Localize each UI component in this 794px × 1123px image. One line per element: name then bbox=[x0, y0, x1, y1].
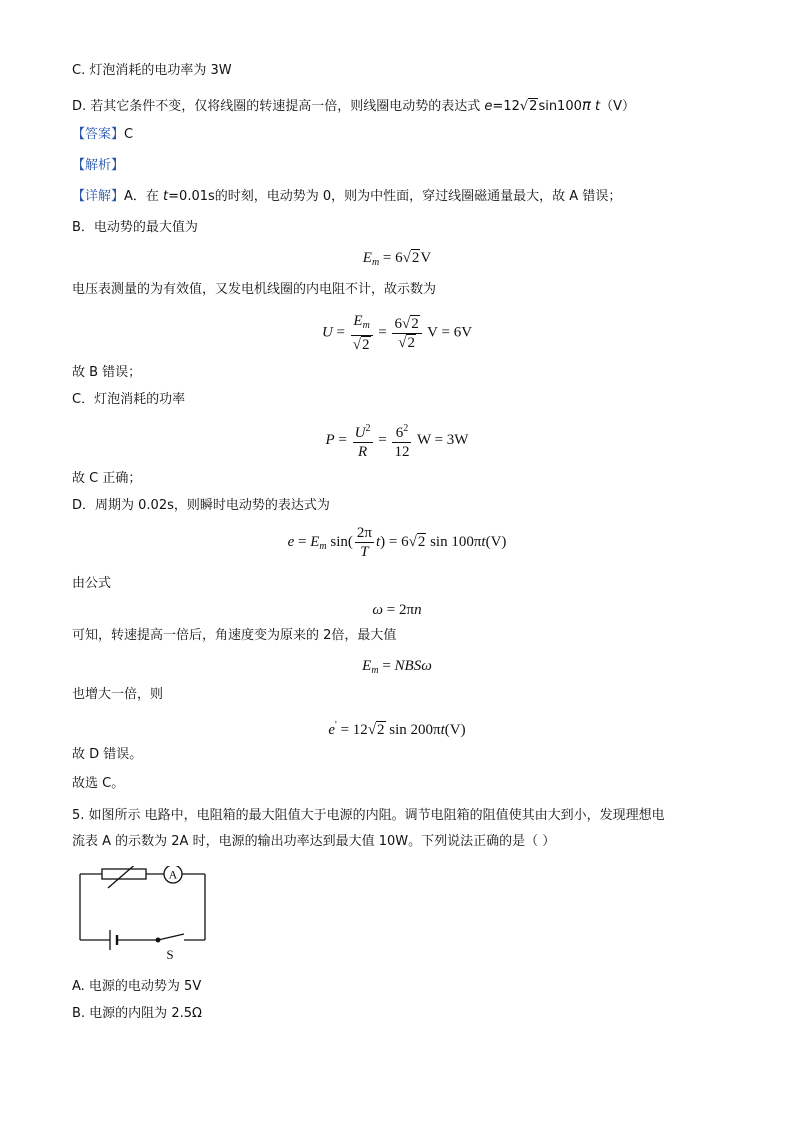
eq7-prime: ' bbox=[335, 720, 337, 731]
q5-option-b: B. 电源的内阻为 2.5Ω bbox=[72, 1006, 202, 1021]
eq4-unit: (V) bbox=[485, 533, 507, 550]
eq3-den: R bbox=[358, 444, 368, 460]
eq3-num2: 6 bbox=[395, 425, 404, 441]
b-wrong: 故 B 错误； bbox=[72, 365, 142, 380]
q5-line-1: 5. 如图所示 电路中，电阻箱的最大阻值大于电源的内阻。调节电阻箱的阻值使其由大到小，发现理想电 bbox=[72, 808, 665, 823]
eq2-eq: = bbox=[332, 324, 349, 341]
answer-line bbox=[72, 126, 133, 144]
detail-a bbox=[72, 188, 621, 206]
eq4-den: T bbox=[360, 544, 369, 560]
option-d-root: 2 bbox=[529, 99, 538, 114]
d-formula-lead: 由公式 bbox=[72, 576, 112, 591]
eq3-num-sup: 2 bbox=[365, 423, 371, 434]
eq2-frac2 bbox=[392, 315, 421, 352]
eq2-num-e: E bbox=[353, 313, 363, 329]
eq1-root: 2 bbox=[411, 250, 420, 266]
eq2-num-sub: m bbox=[362, 320, 370, 331]
eq2-frac1 bbox=[351, 312, 373, 354]
eq4-root: 2 bbox=[417, 533, 426, 550]
d-text-2: 可知，转速提高一倍后，角速度变为原来的 2倍，最大值 bbox=[72, 628, 397, 643]
option-c: C. 灯泡消耗的电功率为 3W bbox=[72, 63, 232, 78]
eq7-root: 2 bbox=[377, 722, 385, 738]
eq4-e-sub: m bbox=[319, 540, 327, 552]
answer-tag: 【答案】 bbox=[72, 127, 125, 142]
eq3-eq2: = bbox=[374, 431, 391, 448]
eq3-frac1-num bbox=[353, 420, 373, 443]
eq4-eq: = bbox=[294, 533, 311, 550]
eq4-frac bbox=[355, 524, 374, 561]
eq2-frac2-num: 6√2 bbox=[392, 315, 421, 334]
option-d-sin: sin100 bbox=[538, 99, 582, 114]
detail-a-t: t bbox=[163, 189, 169, 204]
detail-a-text2: =0.01s的时刻，电动势为 0，则为中性面，穿过线圈磁通量最大，故 A 错误； bbox=[168, 189, 622, 204]
option-d-pi: π bbox=[581, 96, 591, 114]
switch-label: S bbox=[166, 947, 174, 962]
choose-c: 故选 C。 bbox=[72, 776, 125, 791]
detail-tag: 【详解】 bbox=[72, 189, 125, 204]
eq1-unit: V bbox=[420, 250, 432, 266]
eq4-lhs: e bbox=[287, 533, 295, 550]
eq4-close: ) = 6 bbox=[380, 533, 409, 550]
equation-p bbox=[0, 420, 794, 461]
equation-e bbox=[0, 524, 794, 561]
eq2-eq2: = bbox=[374, 324, 391, 341]
eq3-frac2-num bbox=[392, 420, 411, 443]
eq6-rhs: NBSω bbox=[394, 658, 432, 674]
eq4-e: E bbox=[310, 533, 320, 550]
eq2-lhs: U bbox=[321, 324, 333, 341]
analysis-tag: 【解析】 bbox=[72, 158, 125, 173]
eq3-num2-sup: 2 bbox=[403, 423, 409, 434]
eq3-frac2 bbox=[392, 420, 411, 461]
eq7-unit: (V) bbox=[444, 722, 466, 738]
eq1-sqrt: √2 bbox=[402, 250, 420, 266]
circuit-diagram bbox=[72, 866, 212, 962]
eq5-n: n bbox=[414, 602, 422, 618]
eq4-sin: sin( bbox=[326, 533, 353, 550]
eq3-unit: W = 3W bbox=[413, 431, 469, 448]
eq7-sqrt: √2 bbox=[367, 722, 385, 738]
eq4-rest: sin 100π bbox=[426, 533, 482, 550]
eq2-frac1-num bbox=[351, 312, 373, 336]
c-right: 故 C 正确； bbox=[72, 471, 142, 486]
eq2-unit: V = 6V bbox=[423, 324, 473, 341]
eq7-e: e bbox=[328, 722, 336, 738]
equation-omega bbox=[0, 600, 794, 620]
d-heading: D．周期为 0.02s，则瞬时电动势的表达式为 bbox=[72, 498, 330, 513]
eq7-eq: = 12 bbox=[336, 722, 368, 738]
eq7-t: t bbox=[440, 722, 445, 738]
eq6-e: E bbox=[362, 658, 372, 674]
eq1-lhs: E bbox=[362, 250, 372, 266]
eq6-eq: = bbox=[378, 658, 395, 674]
ammeter-label: A bbox=[168, 867, 178, 882]
switch-blade bbox=[158, 934, 184, 940]
eq2-den2-root: 2 bbox=[407, 334, 415, 351]
b-heading: B．电动势的最大值为 bbox=[72, 220, 198, 235]
eq2-num2-root: 2 bbox=[411, 315, 419, 332]
equation-u bbox=[0, 312, 794, 354]
eq2-den-root: 2 bbox=[362, 337, 370, 353]
q5-option-a: A. 电源的电动势为 5V bbox=[72, 979, 202, 994]
b-text: 电压表测量的为有效值，又发电机线圈的内电阻不计，故示数为 bbox=[72, 282, 437, 297]
eq4-sqrt: √2 bbox=[408, 533, 426, 550]
detail-a-text1: A．在 bbox=[124, 189, 164, 204]
d-wrong: 故 D 错误。 bbox=[72, 747, 143, 762]
d-text-3: 也增大一倍，则 bbox=[72, 687, 164, 702]
option-d-sqrt: √2 bbox=[519, 99, 538, 114]
eq1-eq: = 6 bbox=[379, 250, 403, 266]
option-d-coef: =12 bbox=[492, 99, 520, 114]
eq3-frac1 bbox=[353, 420, 373, 461]
option-d-e: e bbox=[484, 99, 493, 114]
eq3-num: U bbox=[354, 425, 366, 441]
option-d-text: D. 若其它条件不变，仅将线圈的转速提高一倍，则线圈电动势的表达式 bbox=[72, 99, 485, 114]
option-d-t: t bbox=[595, 99, 601, 114]
equation-em bbox=[0, 248, 794, 273]
q5-line-2: 流表 A 的示数为 2A 时，电源的输出功率达到最大值 10W。下列说法正确的是（ ） bbox=[72, 834, 556, 849]
eq5-eq: = 2π bbox=[383, 602, 415, 618]
eq3-lhs: P bbox=[325, 431, 335, 448]
eq1-sub: m bbox=[371, 257, 380, 268]
eq2-frac1-den: √2 bbox=[352, 337, 370, 353]
c-heading: C．灯泡消耗的功率 bbox=[72, 392, 186, 407]
eq3-den2: 12 bbox=[394, 444, 410, 460]
eq2-frac2-den: √2 bbox=[398, 334, 415, 351]
equation-e-prime bbox=[0, 716, 794, 740]
eq4-t2: t bbox=[481, 533, 486, 550]
eq6-sub: m bbox=[371, 665, 379, 676]
option-d-unit: （V） bbox=[600, 99, 636, 114]
eq4-t: t bbox=[375, 533, 381, 550]
equation-nbs bbox=[0, 656, 794, 681]
answer-value: C bbox=[124, 127, 134, 142]
eq4-num: 2π bbox=[356, 525, 372, 541]
eq7-rest: sin 200π bbox=[385, 722, 441, 738]
eq5-omega: ω bbox=[372, 602, 384, 618]
eq2-num2-a: 6 bbox=[394, 315, 402, 332]
option-d bbox=[72, 96, 635, 116]
eq3-eq: = bbox=[334, 431, 351, 448]
